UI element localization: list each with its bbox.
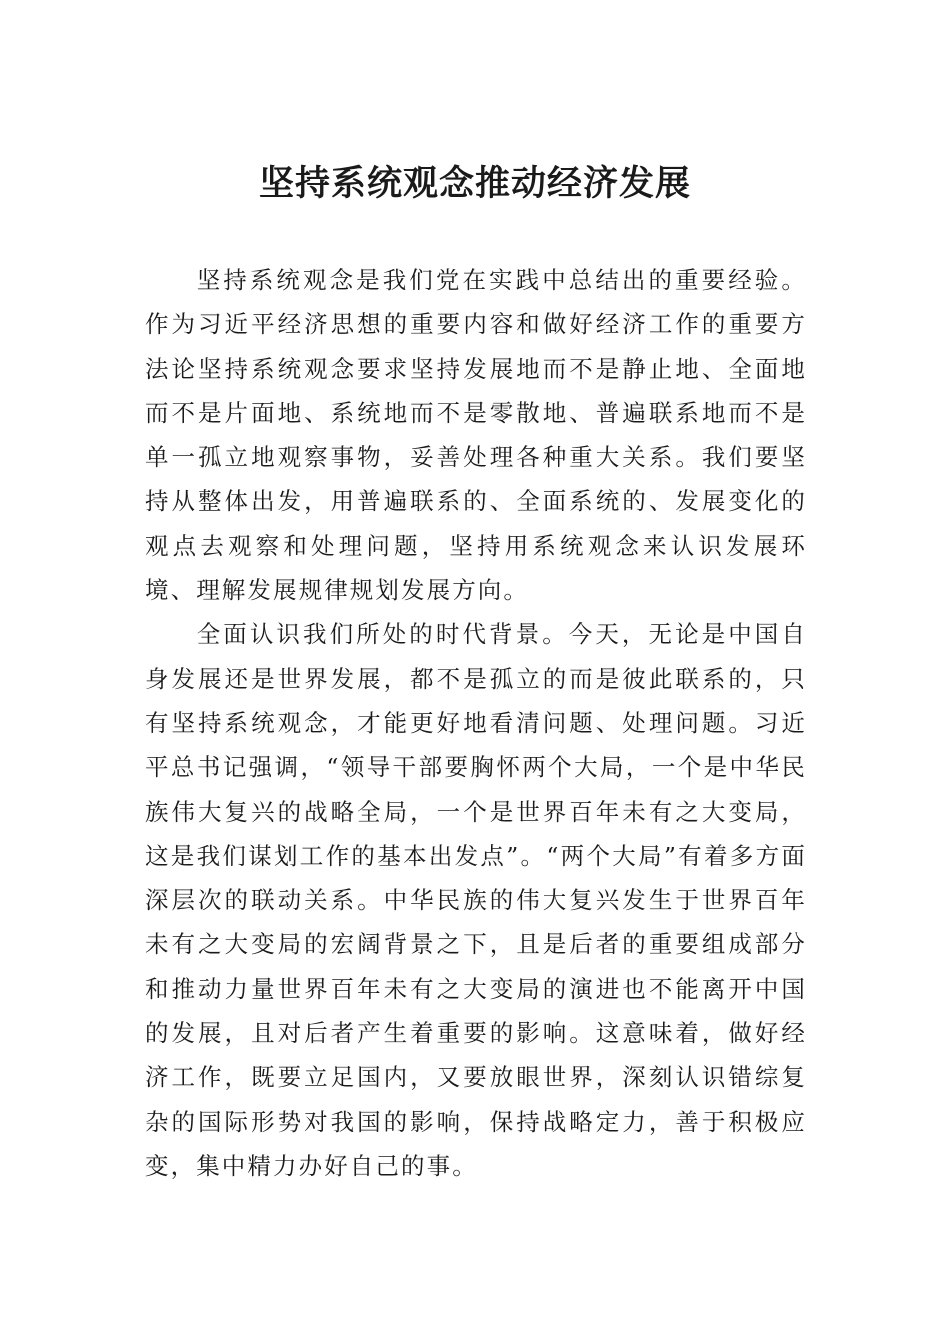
- document-title: 坚持系统观念推动经济发展: [258, 163, 691, 204]
- paragraph-1: 坚持系统观念是我们党在实践中总结出的重要经验。作为习近平经济思想的重要内容和做好经济工作的重要方法论坚持系统观念要求坚持发展地而不是静止地、全面地而不是片面地、系统地而不是零散地、普遍联系地而不是单一孤立地观察事物，妥善处理各种重大关系。我们要坚持从整体出发，用普遍联系的、全面系统的、发展变化的观点去观察和处理问题，坚持用系统观念来认识发展环境、理解发展规律规划发展方向。: [145, 266, 807, 605]
- paragraph-2: 全面认识我们所处的时代背景。今天，无论是中国自身发展还是世界发展，都不是孤立的而是彼此联系的，只有坚持系统观念，才能更好地看清问题、处理问题。习近平总书记强调，“领导干部要胸怀两个大局，一个是中华民族伟大复兴的战略全局，一个是世界百年未有之大变局，这是我们谋划工作的基本出发点”。“两个大局”有着多方面深层次的联动关系。中华民族的伟大复兴发生于世界百年未有之大变局的宏阔背景之下，且是后者的重要组成部分和推动力量世界百年未有之大变局的演进也不能离开中国的发展，且对后者产生着重要的影响。这意味着，做好经济工作，既要立足国内，又要放眼世界，深刻认识错综复杂的国际形势对我国的影响，保持战略定力，善于积极应变，集中精力办好自己的事。: [145, 620, 807, 1180]
- document-body: [145, 258, 807, 1188]
